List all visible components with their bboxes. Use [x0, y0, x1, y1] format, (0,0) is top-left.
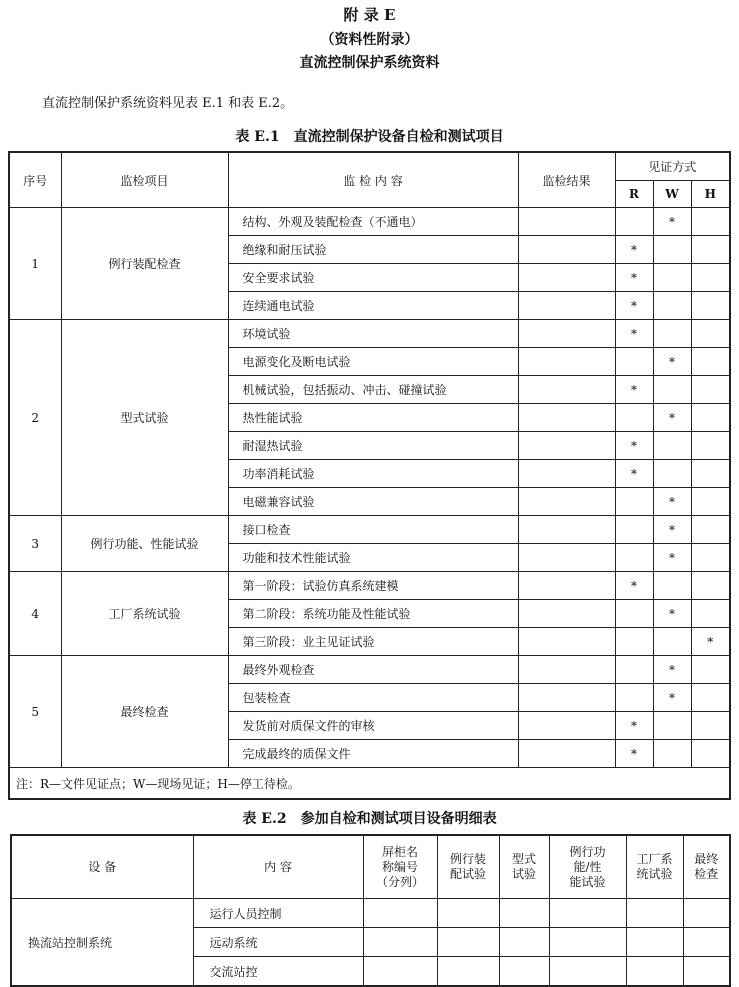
r-cell: *: [615, 264, 653, 292]
header-final-line: 最终: [694, 852, 719, 866]
blank-cell: [499, 957, 549, 987]
r-cell: [615, 684, 653, 712]
header-final-check: [683, 835, 730, 899]
header-routine-line: 例行装: [449, 852, 486, 866]
h-cell: [691, 516, 730, 544]
blank-cell: [549, 957, 626, 987]
header-final-line: 检查: [694, 867, 719, 881]
content-cell: 结构、外观及装配检查（不通电）: [228, 208, 518, 236]
result-cell: [518, 404, 615, 432]
content-cell: 第一阶段：试验仿真系统建模: [228, 572, 518, 600]
table-e2-caption: 表 E.2 参加自检和测试项目设备明细表: [242, 811, 497, 827]
content-cell: 连续通电试验: [228, 292, 518, 320]
w-cell: *: [653, 348, 691, 376]
w-cell: [653, 712, 691, 740]
blank-cell: [626, 899, 683, 928]
r-cell: [615, 348, 653, 376]
result-cell: [518, 712, 615, 740]
result-cell: [518, 208, 615, 236]
blank-cell: [683, 899, 730, 928]
seq-cell: 5: [9, 656, 61, 768]
r-cell: *: [615, 376, 653, 404]
h-cell: [691, 236, 730, 264]
r-cell: [615, 656, 653, 684]
header-cabinet-line: 称编号: [381, 859, 418, 874]
w-cell: *: [653, 516, 691, 544]
item-cell: 例行装配检查: [61, 208, 228, 320]
h-cell: [691, 600, 730, 628]
blank-cell: [437, 899, 499, 928]
header-routine-function: [549, 835, 626, 899]
table-row: [9, 656, 730, 684]
blank-cell: [437, 957, 499, 987]
w-cell: [653, 740, 691, 768]
content-cell: 功能和技术性能试验: [228, 544, 518, 572]
table-row: [9, 208, 730, 236]
blank-cell: [549, 899, 626, 928]
blank-cell: [499, 899, 549, 928]
r-cell: *: [615, 236, 653, 264]
h-cell: [691, 292, 730, 320]
table-note: 注：R—文件见证点；W—现场见证；H—停工待检。: [9, 768, 730, 800]
h-cell: [691, 488, 730, 516]
header-witness: 见证方式: [615, 152, 730, 181]
result-cell: [518, 292, 615, 320]
h-cell: [691, 460, 730, 488]
result-cell: [518, 628, 615, 656]
r-cell: *: [615, 712, 653, 740]
content-cell: 安全要求试验: [228, 264, 518, 292]
r-cell: [615, 208, 653, 236]
result-cell: [518, 320, 615, 348]
result-cell: [518, 740, 615, 768]
item-cell: 型式试验: [61, 320, 228, 516]
blank-cell: [363, 899, 437, 928]
content-cell: 包装检查: [228, 684, 518, 712]
content-cell: 第二阶段：系统功能及性能试验: [228, 600, 518, 628]
blank-cell: [683, 928, 730, 957]
header-type-line: 型式: [511, 852, 536, 866]
table-e1: [8, 151, 731, 800]
table-row: [11, 899, 730, 928]
header-h: H: [691, 181, 730, 208]
header-routine-assembly: [437, 835, 499, 899]
r-cell: *: [615, 740, 653, 768]
header-func-line: 能/性: [573, 859, 602, 874]
h-cell: [691, 404, 730, 432]
item-cell: 最终检查: [61, 656, 228, 768]
result-cell: [518, 516, 615, 544]
intro-paragraph: 直流控制保护系统资料见表 E.1 和表 E.2。: [42, 96, 294, 111]
r-cell: [615, 544, 653, 572]
document-title: 直流控制保护系统资料: [299, 55, 440, 71]
header-r: R: [615, 181, 653, 208]
result-cell: [518, 488, 615, 516]
h-cell: [691, 320, 730, 348]
h-cell: [691, 208, 730, 236]
header-item: 监检项目: [61, 152, 228, 208]
header-func-line: 能试验: [569, 874, 606, 889]
header-factory-line: 工厂系: [636, 852, 673, 866]
seq-cell: 4: [9, 572, 61, 656]
r-cell: *: [615, 432, 653, 460]
header-cabinet-line: （分列）: [375, 874, 424, 889]
h-cell: [691, 544, 730, 572]
header-factory-line: 统试验: [636, 867, 673, 881]
content-cell: 发货前对质保文件的审核: [228, 712, 518, 740]
h-cell: *: [691, 628, 730, 656]
table-e2: [10, 834, 731, 987]
blank-cell: [549, 928, 626, 957]
table-e1-caption: 表 E.1 直流控制保护设备自检和测试项目: [235, 129, 504, 145]
blank-cell: [437, 928, 499, 957]
r-cell: [615, 488, 653, 516]
item-cell: 工厂系统试验: [61, 572, 228, 656]
seq-cell: 3: [9, 516, 61, 572]
appendix-subtitle: （资料性附录）: [320, 32, 419, 48]
header-cabinet-line: 屏柜名: [381, 844, 418, 859]
content-cell: 电源变化及断电试验: [228, 348, 518, 376]
w-cell: *: [653, 684, 691, 712]
content-cell: 电磁兼容试验: [228, 488, 518, 516]
h-cell: [691, 656, 730, 684]
header-factory-test: [626, 835, 683, 899]
content-cell: 机械试验，包括振动、冲击、碰撞试验: [228, 376, 518, 404]
w-cell: [653, 572, 691, 600]
r-cell: *: [615, 292, 653, 320]
result-cell: [518, 460, 615, 488]
header-cabinet: [363, 835, 437, 899]
content-cell: 运行人员控制: [193, 899, 363, 928]
header-equipment: 设 备: [11, 835, 193, 899]
h-cell: [691, 432, 730, 460]
blank-cell: [626, 957, 683, 987]
content-cell: 接口检查: [228, 516, 518, 544]
header-content: 内 容: [193, 835, 363, 899]
header-func-line: 例行功: [569, 844, 606, 859]
content-cell: 第三阶段：业主见证试验: [228, 628, 518, 656]
content-cell: 功率消耗试验: [228, 460, 518, 488]
h-cell: [691, 684, 730, 712]
result-cell: [518, 600, 615, 628]
r-cell: [615, 404, 653, 432]
h-cell: [691, 712, 730, 740]
header-content: 监 检 内 容: [228, 152, 518, 208]
result-cell: [518, 236, 615, 264]
w-cell: [653, 432, 691, 460]
w-cell: *: [653, 544, 691, 572]
h-cell: [691, 740, 730, 768]
result-cell: [518, 348, 615, 376]
blank-cell: [363, 928, 437, 957]
content-cell: 耐湿热试验: [228, 432, 518, 460]
w-cell: [653, 264, 691, 292]
result-cell: [518, 264, 615, 292]
h-cell: [691, 348, 730, 376]
content-cell: 远动系统: [193, 928, 363, 957]
blank-cell: [499, 928, 549, 957]
seq-cell: 2: [9, 320, 61, 516]
content-cell: 交流站控: [193, 957, 363, 987]
r-cell: [615, 600, 653, 628]
h-cell: [691, 376, 730, 404]
w-cell: [653, 376, 691, 404]
content-cell: 环境试验: [228, 320, 518, 348]
content-cell: 完成最终的质保文件: [228, 740, 518, 768]
table-row: [9, 320, 730, 348]
w-cell: *: [653, 600, 691, 628]
w-cell: *: [653, 656, 691, 684]
header-type-test: [499, 835, 549, 899]
blank-cell: [626, 928, 683, 957]
w-cell: [653, 292, 691, 320]
w-cell: [653, 628, 691, 656]
table-row: [9, 516, 730, 544]
seq-cell: 1: [9, 208, 61, 320]
header-seq: 序号: [9, 152, 61, 208]
r-cell: [615, 516, 653, 544]
w-cell: *: [653, 488, 691, 516]
h-cell: [691, 572, 730, 600]
r-cell: *: [615, 460, 653, 488]
w-cell: [653, 460, 691, 488]
table-row: [9, 572, 730, 600]
result-cell: [518, 684, 615, 712]
w-cell: [653, 236, 691, 264]
blank-cell: [683, 957, 730, 987]
result-cell: [518, 656, 615, 684]
content-cell: 热性能试验: [228, 404, 518, 432]
content-cell: 绝缘和耐压试验: [228, 236, 518, 264]
header-type-line: 试验: [511, 867, 536, 881]
result-cell: [518, 544, 615, 572]
result-cell: [518, 572, 615, 600]
w-cell: *: [653, 404, 691, 432]
appendix-title: 附 录 E: [343, 6, 396, 24]
item-cell: 例行功能、性能试验: [61, 516, 228, 572]
w-cell: *: [653, 208, 691, 236]
header-w: W: [653, 181, 691, 208]
content-cell: 最终外观检查: [228, 656, 518, 684]
table-e1-body: [9, 208, 730, 800]
h-cell: [691, 264, 730, 292]
result-cell: [518, 376, 615, 404]
r-cell: *: [615, 572, 653, 600]
note-row: [9, 768, 730, 800]
blank-cell: [363, 957, 437, 987]
header-routine-line: 配试验: [449, 867, 486, 881]
r-cell: [615, 628, 653, 656]
header-result: 监检结果: [518, 152, 615, 208]
result-cell: [518, 432, 615, 460]
equipment-cell: 换流站控制系统: [11, 899, 193, 987]
r-cell: *: [615, 320, 653, 348]
w-cell: [653, 320, 691, 348]
